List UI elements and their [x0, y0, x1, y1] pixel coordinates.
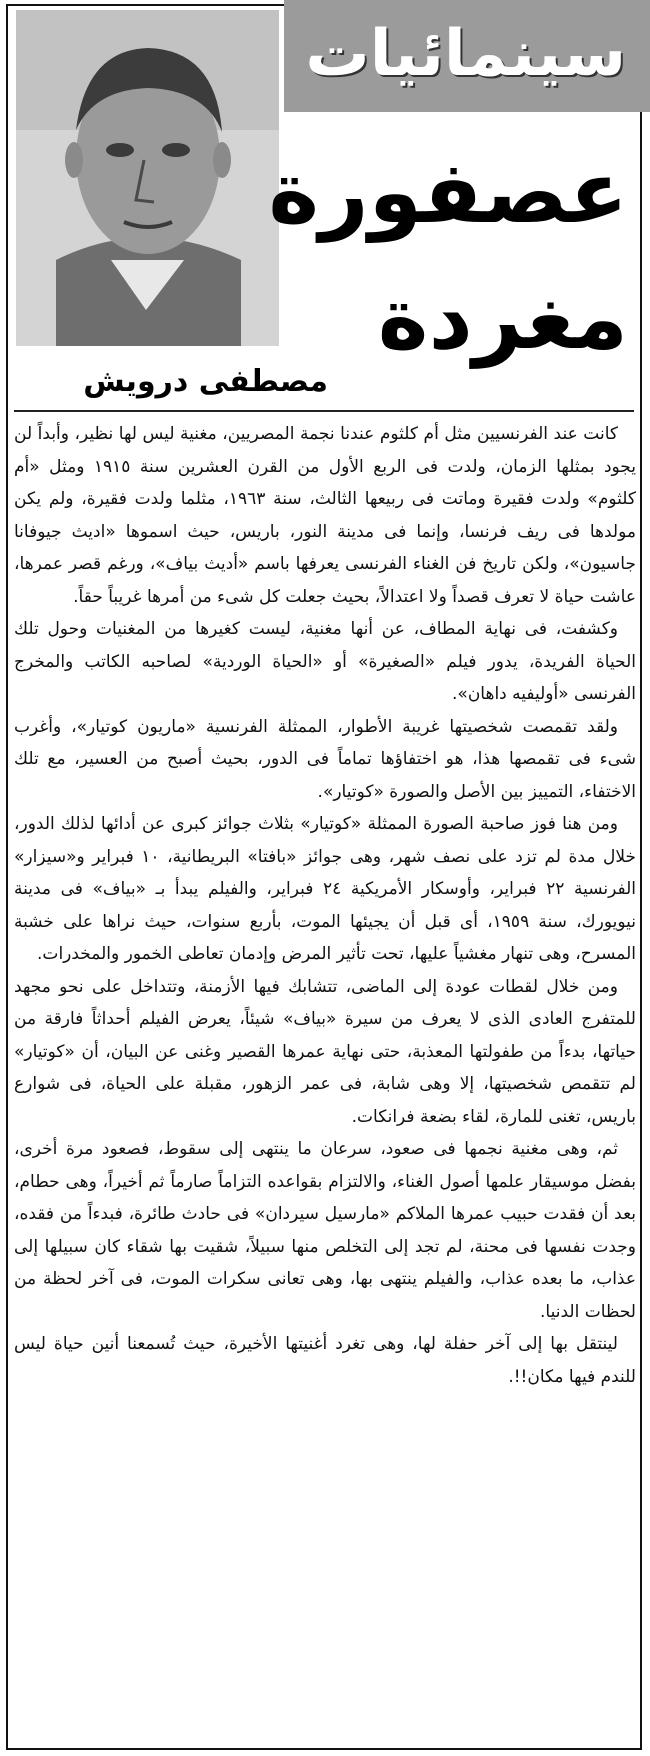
- author-photo: [16, 10, 279, 346]
- paragraph: ثم، وهى مغنية نجمها فى صعود، سرعان ما ينتهى إلى سقوط، فصعود مرة أخرى، بفضل موسيقار علمها أصول الغناء، والالتزام بقواعده التزاماً صارماً ثم أخيراً، وهى حطام، بعد أن فقدت حبيب عمرها الملاكم «مارسيل سيردان» فى حادث طائرة، فبدءاً من فقده، وجدت نفسها فى محنة، لم تجد إلى التخلص منها سبيلاً، شقيت بها شقاء كان سبيلها إلى عذاب، ما بعده عذاب، والفيلم ينتهى بها، وهى تعانى سكرات الموت، فى آخر لحظة من لحظات الدنيا.: [14, 1139, 636, 1322]
- author-portrait-icon: [16, 10, 279, 346]
- paragraph: كانت عند الفرنسيين مثل أم كلثوم عندنا نجمة المصريين، مغنية ليس لها نظير، وأبداً لن يجود بمثلها الزمان، ولدت فى الربع الأول من القرن العشرين سنة ١٩١٥ ومثل «أم كلثوم» ولدت فقيرة وماتت فى ربيعها الثالث، سنة ١٩٦٣، مثلما ولدت فقيرة، ولم يكن مولدها فى ريف فرنسا، وإنما فى مدينة النور، باريس، حيث اسموها «اديث جيوفانا جاسيون»، ولكن تاريخ فن الغناء الفرنسى يعرفها باسم «أديث بياف»، ورغم قصر عمرها، عاشت حياة لا تعرف قصداً ولا اعتدالاً، بحيث جعلت كل شىء من أمرها غريباً حقاً.: [14, 424, 636, 607]
- paragraph: ومن خلال لقطات عودة إلى الماضى، تتشابك فيها الأزمنة، وتتداخل على نحو مجهد للمتفرج العادى الذى لا يعرف من سيرة «بياف» شيئاً، يعرض الفيلم أحداثاً فارقة من حياتها، بدءاً من طفولتها المعذبة، حتى نهاية عمرها القصير وغنى عن البيان، أن «كوتيار» لم تتقمص شخصيتها، إلا وهى شابة، فى عمر الزهور، مقبلة على الحياة، فى شوارع باريس، تغنى للمارة، لقاء بضعة فرانكات.: [14, 976, 636, 1127]
- header-divider: [14, 410, 634, 412]
- paragraph: ومن هنا فوز صاحبة الصورة الممثلة «كوتيار» بثلاث جوائز كبرى عن أدائها لذلك الدور، خلال مدة لم تزد على نصف شهر، وهى جوائز «بافتا» البريطانية، ١٠ فبراير و«سيزار» الفرنسية ٢٢ فبراير، وأوسكار الأمريكية ٢٤ فبراير، والفيلم يبدأ بـ «بياف» فى مدينة نيويورك، سنة ١٩٥٩، أى قبل أن يجيئها الموت، بأربع سنوات، حيث نراها على خشبة المسرح، وهى تنهار مغشياً عليها، تحت تأثير المرض وإدمان تعاطى الخمور والمخدرات.: [14, 814, 636, 964]
- headline-line-1: عصفورة: [268, 143, 628, 243]
- author-name: مصطفى درويش: [83, 364, 328, 399]
- headline-line-2: مغردة: [377, 269, 628, 369]
- paragraph: لينتقل بها إلى آخر حفلة لها، وهى تغرد أغنيتها الأخيرة، حيث تُسمعنا أنين حياة ليس للندم فيها مكان!!.: [14, 1334, 636, 1387]
- paragraph: ولقد تقمصت شخصيتها غريبة الأطوار، الممثلة الفرنسية «ماريون كوتيار»، وأغرب شىء فى تقمصها هذا، هو اختفاؤها تماماً فى الدور، بحيث أصبح من العسير، مع تلك الاختفاء، التمييز بين الأصل والصورة «كوتيار».: [14, 716, 636, 802]
- section-banner: [284, 0, 650, 112]
- paragraph: وكشفت، فى نهاية المطاف، عن أنها مغنية، ليست كغيرها من المغنيات وحول تلك الحياة الفريدة، يدور فيلم «الصغيرة» أو «الحياة الوردية» لصاحبه الكاتب والمخرج الفرنسى «أوليفيه داهان».: [14, 619, 636, 704]
- article-body: [14, 418, 636, 1744]
- section-title: سينمائيات: [305, 17, 626, 91]
